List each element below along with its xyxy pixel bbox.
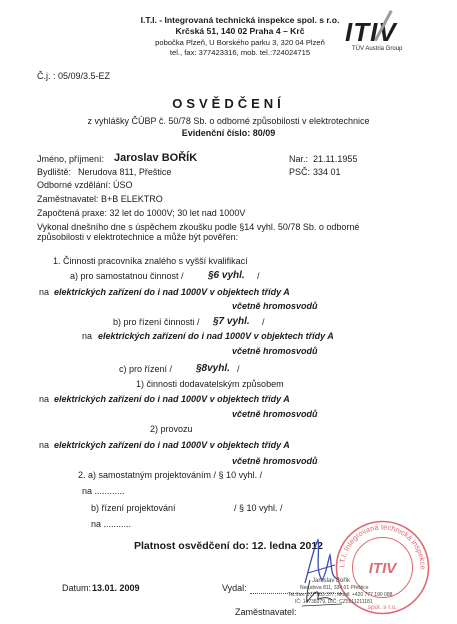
item-c1-scope: elektrických zařízení do i nad 1000V v objektech třídy A bbox=[54, 394, 290, 404]
item-c-paragraph: §8vyhl. bbox=[196, 363, 230, 374]
item-b-scope: elektrických zařízení do i nad 1000V v objektech třídy A bbox=[98, 331, 334, 341]
item-c1-label: 1) činnosti dodavatelským způsobem bbox=[136, 379, 284, 389]
contact-info: tel., fax: 377423316, mob. tel.:724024715 bbox=[169, 48, 311, 57]
item-a-scope: elektrických zařízení do i nad 1000V v objektech třídy A bbox=[54, 287, 290, 297]
item-c1-lightning: včetně hromosvodů bbox=[232, 409, 318, 419]
practice: Započtená praxe: 32 let do 1000V; 30 let nad 1000V bbox=[37, 208, 246, 218]
item-b-paragraph: §7 vyhl. bbox=[213, 316, 250, 327]
section-2b-na: na ........... bbox=[91, 519, 132, 529]
section-2a: 2. a) samostatným projektováním / § 10 vyhl. / bbox=[78, 470, 263, 480]
document-subtitle: z vyhlášky ČÚBP č. 50/78 Sb. o odborné způsobilosti v elektrotechnice bbox=[87, 116, 370, 126]
intro-line-1: Vykonal dnešního dne s úspěchem zkoušku podle §14 vyhl. 50/78 Sb. o odborné bbox=[37, 222, 360, 232]
address-label: Bydliště: bbox=[37, 167, 72, 177]
item-b-na: na bbox=[82, 331, 93, 341]
reference-number: Č.j. : 05/09/3.5-EZ bbox=[37, 71, 111, 81]
issued-label: Vydal: bbox=[222, 583, 247, 593]
employer-sign-label: Zaměstnavatel: bbox=[235, 607, 297, 617]
item-c2-label: 2) provozu bbox=[150, 424, 193, 434]
intro-line-2: způsobilosti v elektrotechnice a může být pověřen: bbox=[37, 232, 239, 242]
item-c2-na: na bbox=[39, 440, 50, 450]
company-name: I.T.I. - Integrovaná technická inspekce spol. s r.o. bbox=[140, 15, 340, 25]
date-label: Datum: bbox=[62, 583, 92, 593]
stamp-center-logo: ITIV bbox=[368, 560, 397, 577]
psc-label: PSČ: bbox=[289, 167, 311, 177]
employer-stamp-line-3: IČ: 14738379, DIČ: CZ5511211181 bbox=[295, 599, 373, 605]
employer-stamp-line-2: Tel./fax: 377 983 377, Mobil: +420 777 190 088 bbox=[288, 592, 393, 598]
employer-signature bbox=[280, 572, 350, 612]
employer-stamp-name: Jaroslav Bořík bbox=[312, 578, 351, 584]
document-title: OSVĚDČENÍ bbox=[172, 96, 285, 111]
item-b-label: b) pro řízení činnosti / bbox=[113, 317, 200, 327]
stamp-ring-text: I.T.I. Integrovaná technická inspekce bbox=[337, 522, 428, 570]
item-c2-lightning: včetně hromosvodů bbox=[232, 456, 318, 466]
name-label: Jméno, příjmení: bbox=[37, 154, 105, 164]
born-value: 21.11.1955 bbox=[313, 154, 358, 164]
section-2b: b) řízení projektování bbox=[91, 503, 176, 513]
item-b-lightning: včetně hromosvodů bbox=[232, 346, 318, 356]
employer: Zaměstnavatel: B+B ELEKTRO bbox=[37, 194, 163, 204]
section-2b-paragraph: / § 10 vyhl. / bbox=[234, 503, 283, 513]
item-a-na: na bbox=[39, 287, 50, 297]
item-c1-na: na bbox=[39, 394, 50, 404]
employer-stamp-line-1: Nerudova 811, 334 01 Přeštice bbox=[300, 585, 369, 591]
section-1-heading: 1. Činnosti pracovníka znalého s vyšší kvalifikací bbox=[53, 256, 248, 266]
item-a-paragraph: §6 vyhl. bbox=[208, 270, 245, 281]
address-value: Nerudova 811, Přeštice bbox=[78, 167, 172, 177]
date-value: 13.01. 2009 bbox=[92, 583, 140, 593]
item-c-label: c) pro řízení / bbox=[119, 364, 173, 374]
stamp-bottom-text: spol. s r.o. bbox=[367, 604, 398, 611]
item-a-close: / bbox=[257, 271, 260, 281]
section-2a-na: na ............ bbox=[82, 486, 125, 496]
item-a-lightning: včetně hromosvodů bbox=[232, 301, 318, 311]
validity: Platnost osvědčení do: 12. ledna 2012 bbox=[133, 540, 324, 552]
name-value: Jaroslav BOŘÍK bbox=[114, 152, 198, 164]
education: Odborné vzdělání: ÚSO bbox=[37, 180, 133, 190]
item-c2-scope: elektrických zařízení do i nad 1000V v objektech třídy A bbox=[54, 440, 290, 450]
item-c-close: / bbox=[237, 364, 240, 374]
item-a-label: a) pro samostatnou činnost / bbox=[70, 271, 184, 281]
item-b-close: / bbox=[262, 317, 265, 327]
evidence-number: Evidenční číslo: 80/09 bbox=[181, 128, 276, 138]
psc-value: 334 01 bbox=[313, 167, 341, 177]
born-label: Nar.: bbox=[289, 154, 309, 164]
branch-address: pobočka Plzeň, U Borského parku 3, 320 04 Plzeň bbox=[155, 38, 325, 47]
company-address: Krčská 51, 140 02 Praha 4 – Krč bbox=[175, 26, 305, 36]
